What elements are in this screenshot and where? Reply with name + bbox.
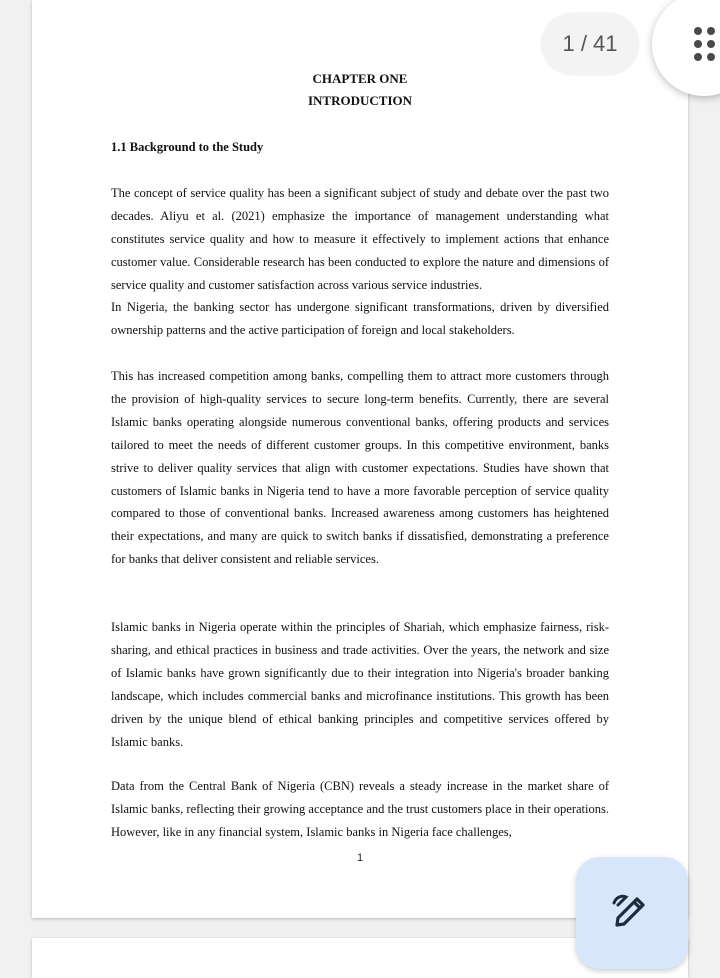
section-title: 1.1 Background to the Study [111,140,264,154]
paragraph-3: This has increased competition among banks, compelling them to attract more customers through the provision of high-quality services to secure long-term benefits. Currently, there are several Islamic banks operating alongside numerous conventional banks, offering products and services tailored to meet the needs of different customer groups. In this competitive environment, banks strive to deliver quality services that align with customer expectations. Studies have shown that customers of Islamic banks in Nigeria tend to have a more favorable perception of service quality compared to those of conventional banks. Increased awareness among customers has heightened their expectations, and many are quick to switch banks if dissatisfied, demonstrating a preference for banks that deliver consistent and reliable services. [111,369,609,567]
page-indicator: 1 / 41 [541,13,639,75]
paragraph-1: The concept of service quality has been a significant subject of study and debate over the past two decades. Aliyu et al. (2021) emphasize the importance of management understanding what constitutes service quality and how to measure it effectively to implement actions that enhance customer value. Considerable research has been conducted to explore the nature and dimensions of service quality and customer satisfaction across various service industries. [111,186,609,292]
edit-button[interactable] [576,857,688,969]
document-page [32,0,688,918]
chapter-title: INTRODUCTION [307,93,412,108]
paragraph-2: In Nigeria, the banking sector has undergone significant transformations, driven by diversified ownership patterns and the active participation of foreign and local stakeholders. [111,300,609,337]
chapter-heading: CHAPTER ONE [312,71,408,86]
paragraph-5: Data from the Central Bank of Nigeria (CBN) reveals a steady increase in the market share of Islamic banks, reflecting their growing acceptance and the trust customers place in their operations. However, like in any financial system, Islamic banks in Nigeria face challenges, [111,779,609,839]
pen-edit-icon [610,891,650,931]
paragraph-4: Islamic banks in Nigeria operate within the principles of Shariah, which emphasize fairness, risk-sharing, and ethical practices in business and trade activities. Over the years, the network and size of Islamic banks have grown significantly due to their integration into Nigeria's broader banking landscape, which includes commercial banks and microfinance institutions. This growth has been driven by the unique blend of ethical banking principles and competitive services offered by Islamic banks. [111,620,609,749]
page-number: 1 [356,852,364,864]
grid-dots-icon [694,27,716,61]
